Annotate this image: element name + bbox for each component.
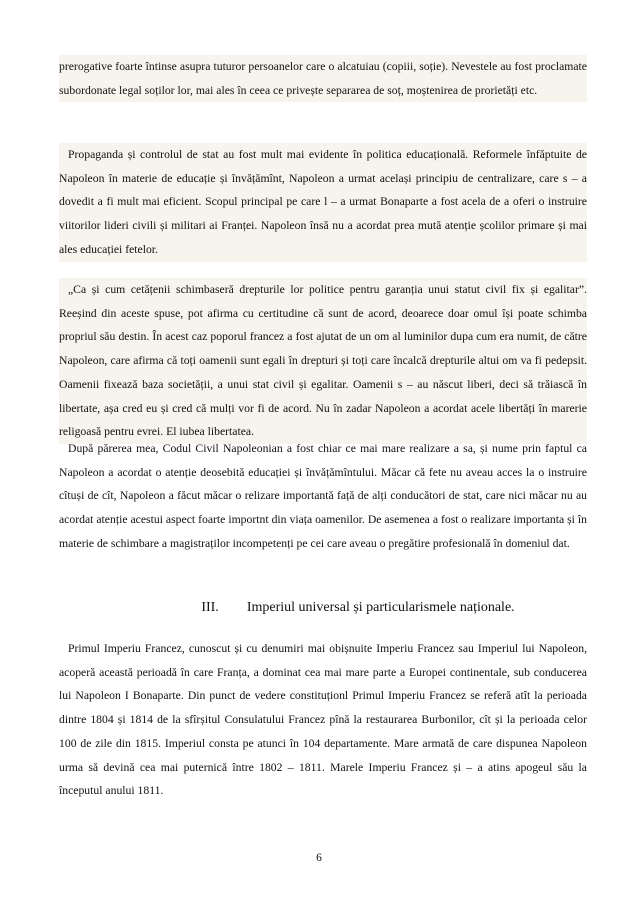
paragraph-2	[59, 143, 587, 262]
paragraph-3-text: „Ca și cum cetățenii schimbaseră drepturile lor politice pentru garanția unui statut civil fix și egalitar”. Reeșind din aceste spuse, pot afirma cu certitudine că sunt de acord, deoarece doar omul își poate schimba propriul său destin. În acest caz poporul francez a fost ajutat de un om al luminilor dupa cum era numit, de către Napoleon, care afirma că toți oamenii sunt egali în drepturi și toți care încalcă drepturile altui om va fi pedepsit. Oamenii fixează baza societății, a unui stat civil și egalitar. Oamenii s – au născut liberi, deci să trăiască în libertate, așa cred eu și cred că mulți vor fi de acord. Nu în zadar Napoleon a acordat acele libertăți în marerie religoasă pentru evrei. El iubea libertatea.	[59, 283, 587, 439]
paragraph-5-text: Primul Imperiu Francez, cunoscut și cu denumiri mai obișnuite Imperiu Francez sau Imperiul lui Napoleon, acoperă această perioadă în care Franța, a dominat cea mai mare parte a Europei continentale, sub conducerea lui Napoleon I Bonaparte. Din punct de vedere constituționl Primul Imperiu Francez se referă atît la perioada dintre 1804 și 1814 de la sfîrșitul Consulatului Francez pînă la restaurarea Burbonilor, cît și la perioada celor 100 de zile din 1815. Imperiul consta pe atunci în 104 departamente. Mare armată de care dispunea Napoleon urma să devină cea mai puternică între 1802 – 1811. Marele Imperiu Francez și – a atins apogeul său la începutul anului 1811.	[59, 642, 587, 798]
paragraph-4	[59, 437, 587, 556]
section-heading-title: Imperiul universal și particularismele naționale.	[246, 600, 515, 615]
paragraph-1-text: prerogative foarte întinse asupra tuturor persoanelor care o alcatuiau (copiii, soție). Nevestele au fost proclamate subordonate legal soților lor, mai ales în ceea ce privește separarea de soț, moștenirea de prorietăți etc.	[59, 60, 587, 97]
paragraph-1	[59, 55, 587, 102]
page-number: 6	[316, 852, 322, 864]
section-heading-number: III.	[201, 600, 219, 615]
paragraph-2-text: Propaganda și controlul de stat au fost mult mai evidente în politica educațională. Reformele înfăptuite de Napoleon în materie de educație și învățămînt, Napoleon a urmat același principiu de centralizare, care s – a dovedit a fi mult mai eficient. Scopul principal pe care l – a urmat Bonaparte a fost acela de a oferi o instruire viitorilor lideri civili și militari ai Franței. Napoleon însă nu a acordat prea mută atenție școlilor primare și mai ales educației fetelor.	[59, 148, 587, 256]
paragraph-4-text: După părerea mea, Codul Civil Napoleonian a fost chiar ce mai mare realizare a sa, și nume prin faptul ca Napoleon a acordat o atenție deosebită educației și învățămîntului. Măcar că fete nu aveau acces la o instruire cîtuși de cît, Napoleon a făcut măcar o relizare importantă față de alți conducători de stat, care nici măcar nu au acordat atenție acestui aspect foarte importnt din viața oamenilor. De asemenea a fost o realizare importanta și în materie de schimbare a magistraților incompetenți pe cei care aveau o pregătire profesională în domeniul dat.	[59, 442, 587, 550]
paragraph-5	[59, 637, 587, 803]
paragraph-3	[59, 278, 587, 444]
section-heading	[59, 596, 587, 620]
